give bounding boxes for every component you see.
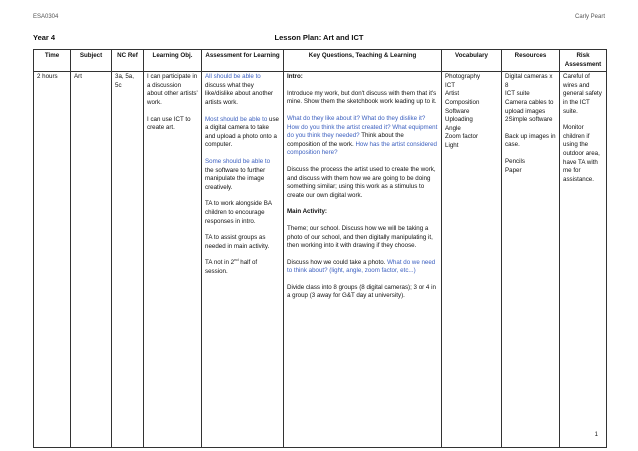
resource-item: Back up images in case. xyxy=(505,132,556,149)
intro-heading: Intro: xyxy=(287,73,303,81)
column-header: Resources xyxy=(502,50,560,72)
table-header-row xyxy=(34,50,607,72)
year-group: Year 4 xyxy=(33,33,56,42)
resource-item: 2Simple software xyxy=(505,116,553,124)
main-paragraph: Divide class into 8 groups (8 digital cameras); 3 or 4 in a group (3 away for G&T day at university). xyxy=(287,283,436,300)
column-header: Learning Obj. xyxy=(144,50,202,72)
learning-objectives-cell xyxy=(144,72,202,448)
assessment-item: Most should be able to use a digital camera to take and upload a photo onto a computer. xyxy=(205,115,279,149)
resource-item: ICT suite xyxy=(505,90,530,98)
vocab-item: ICT xyxy=(445,81,455,89)
resource-item: Pencils xyxy=(505,157,525,165)
vocab-item: Software xyxy=(445,107,470,115)
lesson-plan-table xyxy=(33,49,607,448)
resource-item: Digital cameras x 8 xyxy=(505,73,553,89)
column-header: Assessment for Learning xyxy=(202,50,284,72)
vocab-item: Light xyxy=(445,141,459,149)
assessment-item: TA to assist groups as needed in main activity. xyxy=(205,234,270,250)
vocab-item: Angle xyxy=(445,124,461,132)
resource-item: Camera cables to upload images xyxy=(505,98,554,115)
column-header: Subject xyxy=(71,50,112,72)
assessment-item: TA to work alongside BA children to encourage responses in intro. xyxy=(205,200,272,225)
resource-item: Paper xyxy=(505,166,522,174)
time-cell: 2 hours xyxy=(34,72,71,448)
page-number: 1 xyxy=(594,432,598,438)
page-title: Lesson Plan: Art and ICT xyxy=(274,33,364,42)
column-header: Risk Assessment xyxy=(560,50,607,72)
vocab-item: Uploading xyxy=(445,116,473,124)
risk-assessment-cell xyxy=(560,72,607,448)
learning-objective: I can use ICT to create art. xyxy=(147,115,191,132)
risk-item: Careful of wires and general safety in the ICT suite. xyxy=(563,73,602,115)
intro-paragraph: Discuss the process the artist used to create the work, and discuss with them how we are going to be doing something similar; using this work as a stimulus to create our own digital work. xyxy=(287,165,436,199)
assessment-item: All should be able to discuss what they like/dislike about another artists work. xyxy=(205,73,274,106)
nc-ref-cell: 3a, 5a, 5c xyxy=(112,72,144,448)
intro-questions: What do they like about it? What do they dislike it? How do you think the artist created it? What equipment do you think they needed? Think about the composition of the work. How has the artist considered composition here? xyxy=(287,114,438,157)
subject-cell: Art xyxy=(71,72,112,448)
main-questions: Discuss how we could take a photo. What do we need to think about? (light, angle, zoom factor, etc...) xyxy=(287,258,436,275)
resources-cell xyxy=(502,72,560,448)
vocab-item: Composition xyxy=(445,98,480,106)
column-header: NC Ref xyxy=(112,50,144,72)
vocab-item: Artist xyxy=(445,90,460,98)
intro-paragraph: Introduce my work, but don't discuss with them that it's mine. Show them the sketchbook work leading up to it. xyxy=(287,89,437,106)
vocab-item: Zoom factor xyxy=(445,133,479,141)
main-paragraph: Theme; our school. Discuss how we will be taking a photo of our school, and then digitally manipulating it, then working into it with drawing if they choose. xyxy=(287,224,433,250)
author-name: Carly Peart xyxy=(574,14,605,20)
column-header: Vocabulary xyxy=(442,50,502,72)
vocab-item: Photography xyxy=(445,73,481,81)
column-header: Time xyxy=(34,50,71,72)
key-questions-cell xyxy=(284,72,442,448)
document-code: ESA0304 xyxy=(33,14,59,20)
assessment-item: TA not in 2nd half of session. xyxy=(205,257,258,275)
column-header: Key Questions, Teaching & Learning xyxy=(284,50,442,72)
table-row xyxy=(34,72,607,448)
assessment-item: Some should be able to the software to further manipulate the image creatively. xyxy=(205,157,271,191)
learning-objective: I can participate in a discussion about other artists' work. xyxy=(147,73,198,106)
main-activity-heading: Main Activity: xyxy=(287,208,327,216)
vocabulary-cell xyxy=(442,72,502,448)
assessment-cell xyxy=(202,72,284,448)
risk-item: Monitor children if using the outdoor area, have TA with me for assistance. xyxy=(563,124,600,183)
